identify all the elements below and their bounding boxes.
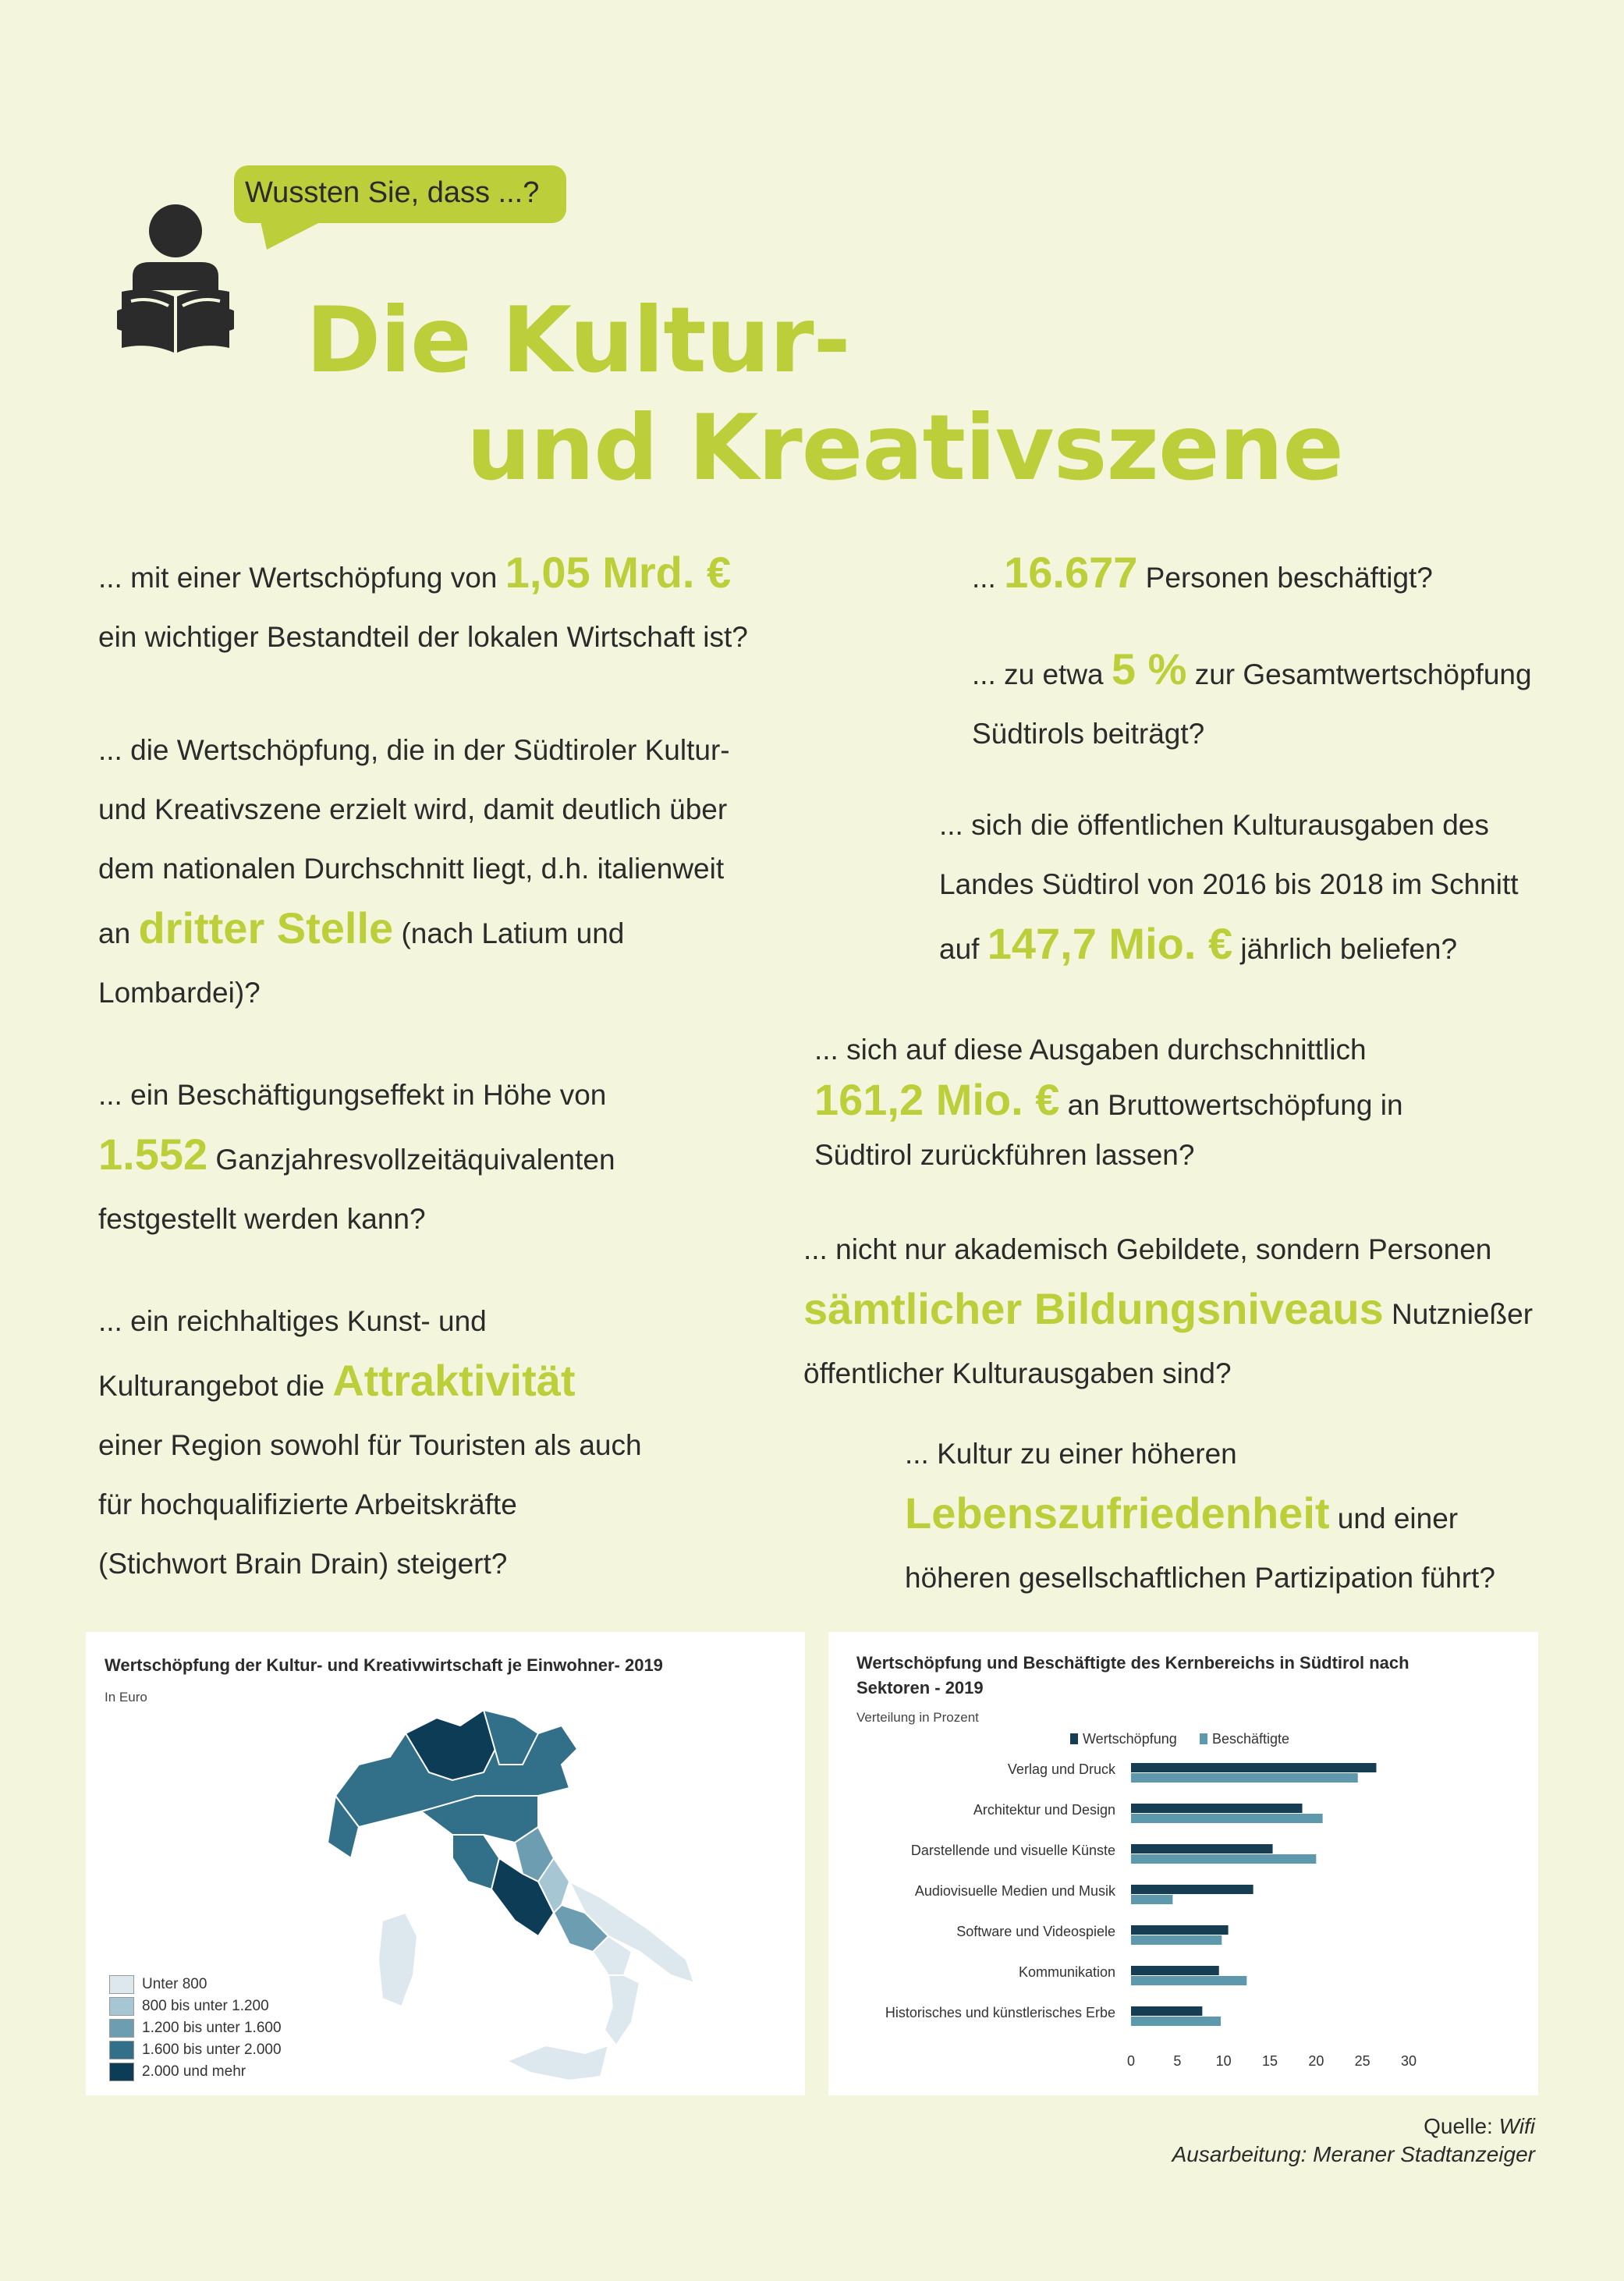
fact-text: für hochqualifizierte Arbeitskräfte (98, 1488, 517, 1520)
fact-highlight: 1.552 (98, 1130, 208, 1179)
chart-title: Wertschöpfung und Beschäftigte des Kernbereichs in Südtirol nach Sektoren - 2019 (856, 1653, 1409, 1697)
category-label: Verlag und Druck (1007, 1761, 1115, 1777)
category-label: Kommunikation (1018, 1964, 1115, 1980)
speech-bubble-tail (261, 222, 321, 250)
fact-text: ... (972, 562, 1005, 594)
map-title: Wertschöpfung der Kultur- und Kreativwirtschaft je Einwohner- 2019 (105, 1655, 663, 1675)
chart-subtitle: Verteilung in Prozent (856, 1710, 979, 1725)
fact-text: ... mit einer Wertschöpfung von (98, 562, 505, 594)
x-tick-label: 5 (1173, 2053, 1182, 2069)
bar-wertschoepfung (1131, 2006, 1202, 2016)
category-label: Software und Videospiele (956, 1924, 1115, 1939)
fact-text: ... nicht nur akademisch Gebildete, sondern Personen (803, 1233, 1492, 1265)
fact-text: ... Kultur zu einer höheren (905, 1438, 1237, 1470)
legend-item (109, 2017, 282, 2039)
fact-text: Kulturangebot die (98, 1370, 333, 1402)
fact-bildungsniveaus (803, 1220, 1533, 1403)
fact-text: ... sich auf diese Ausgaben durchschnittlich (814, 1034, 1367, 1066)
map-legend (109, 1974, 282, 2083)
map-panel (86, 1632, 805, 2095)
fact-text: ... sich die öffentlichen Kulturausgaben des (939, 809, 1489, 841)
legend-swatch (109, 1975, 134, 1994)
fact-text: öffentlicher Kulturausgaben sind? (803, 1357, 1232, 1389)
fact-kulturausgaben (939, 796, 1519, 979)
fact-anteil (972, 640, 1532, 764)
bar-wertschoepfung (1131, 1804, 1303, 1813)
bar-beschaeftigte (1131, 1895, 1172, 1904)
fact-attraktivitaet (98, 1292, 642, 1594)
source-line (1424, 2114, 1535, 2139)
legend-label: 1.600 bis unter 2.000 (142, 2042, 282, 2058)
fact-beschaeftigungseffekt (98, 1066, 615, 1249)
legend-label: 2.000 und mehr (142, 2063, 246, 2080)
fact-text: höheren gesellschaftlichen Partizipation führt? (905, 1562, 1495, 1594)
bar-wertschoepfung (1131, 1925, 1229, 1935)
bar-beschaeftigte (1131, 1773, 1358, 1783)
legend-label: Unter 800 (142, 1976, 207, 1992)
bar-wertschoepfung (1131, 1763, 1376, 1772)
legend-label: Wertschöpfung (1083, 1731, 1177, 1747)
category-label: Architektur und Design (973, 1802, 1115, 1818)
bar-beschaeftigte (1131, 2017, 1221, 2026)
x-tick-label: 20 (1308, 2053, 1324, 2069)
fact-text: zur Gesamtwertschöpfung (1186, 658, 1532, 690)
bar-wertschoepfung (1131, 1885, 1253, 1894)
legend-item (109, 1974, 282, 1995)
fact-text: (Stichwort Brain Drain) steigert? (98, 1548, 508, 1580)
fact-text: an (98, 917, 139, 949)
category-label: Historisches und künstlerisches Erbe (885, 2005, 1115, 2020)
fact-text: ... ein reichhaltiges Kunst- und (98, 1305, 487, 1337)
legend-swatch (1200, 1733, 1207, 1744)
legend-swatch (109, 2063, 134, 2081)
fact-highlight: 5 % (1111, 644, 1187, 694)
fact-text: an Bruttowertschöpfung in (1059, 1089, 1403, 1121)
fact-text: Ganzjahresvollzeitäquivalenten (207, 1144, 615, 1176)
x-tick-label: 0 (1126, 2053, 1136, 2069)
reader-icon (117, 204, 234, 357)
legend-item (109, 2061, 282, 2083)
fact-wertschoepfung (98, 543, 748, 667)
fact-text: Südtirols beiträgt? (972, 718, 1205, 750)
source-name: Wifi (1498, 2114, 1535, 2138)
fact-highlight: 1,05 Mrd. € (505, 548, 732, 597)
fact-text: Personen beschäftigt? (1137, 562, 1433, 594)
fact-text: ein wichtiger Bestandteil der lokalen Wirtschaft ist? (98, 621, 748, 653)
bar-wertschoepfung (1131, 1966, 1219, 1975)
x-tick-label: 30 (1400, 2053, 1417, 2069)
legend-swatch (1070, 1733, 1078, 1744)
bar-beschaeftigte (1131, 1935, 1222, 1945)
bar-wertschoepfung (1131, 1844, 1273, 1854)
fact-text: und einer (1329, 1502, 1459, 1534)
fact-text: (nach Latium und (393, 917, 625, 949)
bubble-text: Wussten Sie, dass ...? (245, 176, 540, 209)
fact-text: dem nationalen Durchschnitt liegt, d.h. italienweit (98, 853, 725, 885)
fact-text: Nutznießer (1383, 1298, 1534, 1330)
legend-label: Beschäftigte (1212, 1731, 1290, 1747)
bar-chart-panel (828, 1632, 1538, 2095)
page-title-line2: und Kreativszene (466, 396, 1343, 501)
fact-text: festgestellt werden kann? (98, 1203, 426, 1235)
fact-beschaeftigte (972, 543, 1433, 608)
page-title-line1: Die Kultur- (306, 288, 850, 393)
bar-beschaeftigte (1131, 1814, 1323, 1823)
legend-swatch (109, 2041, 134, 2059)
fact-text: einer Region sowohl für Touristen als auch (98, 1429, 642, 1461)
fact-text: und Kreativszene erzielt wird, damit deutlich über (98, 793, 728, 825)
bar-chart (828, 1632, 1538, 2095)
fact-highlight: 147,7 Mio. € (987, 919, 1233, 968)
fact-highlight: Lebenszufriedenheit (905, 1488, 1330, 1538)
source-prefix: Quelle: (1424, 2114, 1499, 2138)
speech-bubble (234, 165, 566, 223)
bar-beschaeftigte (1131, 1854, 1316, 1864)
fact-text: ... die Wertschöpfung, die in der Südtiroler Kultur- (98, 734, 730, 766)
bar-beschaeftigte (1131, 1976, 1246, 1985)
legend-item (109, 1995, 282, 2017)
fact-text: ... ein Beschäftigungseffekt in Höhe von (98, 1079, 607, 1111)
map-subtitle: In Euro (105, 1690, 147, 1705)
legend-swatch (109, 1997, 134, 2016)
fact-highlight: Attraktivität (332, 1356, 576, 1405)
legend-swatch (109, 2019, 134, 2038)
x-tick-label: 10 (1215, 2053, 1232, 2069)
fact-highlight: 161,2 Mio. € (814, 1075, 1060, 1124)
fact-text: auf (939, 933, 988, 965)
fact-text: Südtirol zurückführen lassen? (814, 1139, 1195, 1171)
fact-highlight: sämtlicher Bildungsniveaus (803, 1284, 1384, 1333)
x-tick-label: 25 (1354, 2053, 1370, 2069)
fact-dritte-stelle (98, 721, 730, 1023)
legend-item (109, 2039, 282, 2061)
legend-label: 800 bis unter 1.200 (142, 1998, 269, 2014)
x-tick-label: 15 (1261, 2053, 1278, 2069)
fact-text: jährlich beliefen? (1232, 933, 1458, 965)
italy-map (304, 1679, 788, 2084)
fact-text: Landes Südtirol von 2016 bis 2018 im Schnitt (939, 868, 1519, 900)
source-credit: Ausarbeitung: Meraner Stadtanzeiger (1172, 2142, 1535, 2166)
category-label: Audiovisuelle Medien und Musik (914, 1883, 1115, 1899)
legend-label: 1.200 bis unter 1.600 (142, 2020, 282, 2036)
category-label: Darstellende und visuelle Künste (910, 1843, 1115, 1858)
fact-text: Lombardei)? (98, 977, 261, 1009)
fact-bruttowertschoepfung (814, 1025, 1403, 1180)
fact-lebenszufriedenheit (905, 1424, 1495, 1608)
fact-highlight: dritter Stelle (138, 903, 394, 952)
fact-text: ... zu etwa (972, 658, 1112, 690)
fact-highlight: 16.677 (1004, 548, 1138, 597)
